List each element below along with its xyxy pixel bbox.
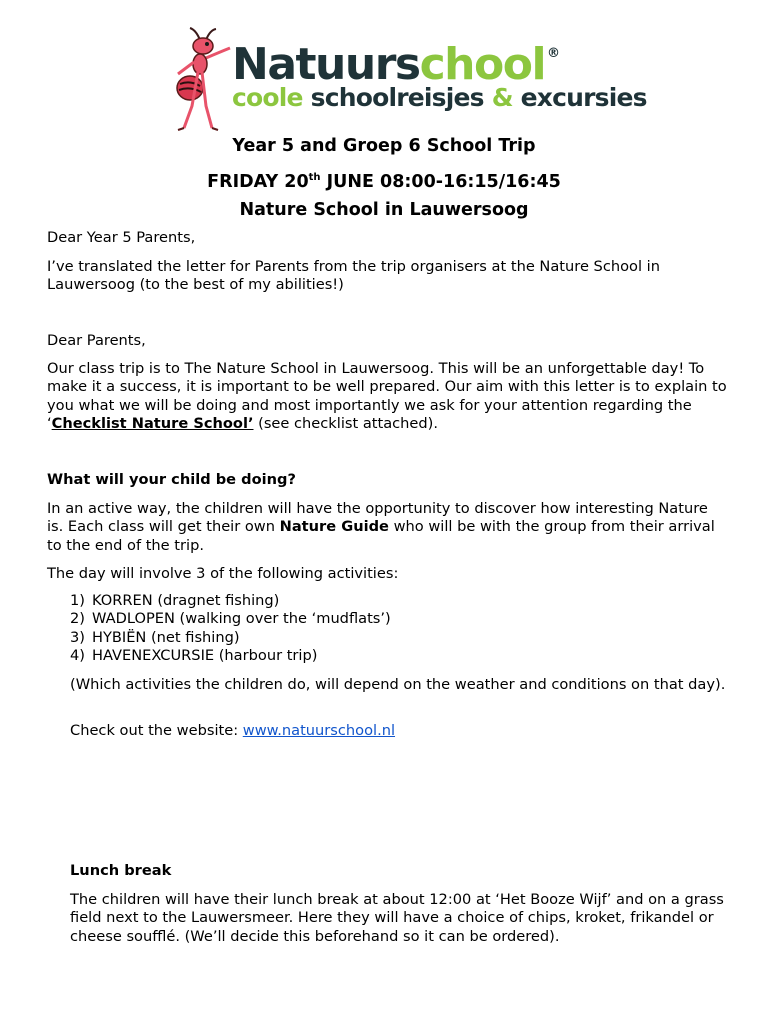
trip-date-suffix: th bbox=[308, 172, 321, 183]
list-item-number: 1) bbox=[70, 592, 85, 609]
list-item-number: 2) bbox=[70, 610, 85, 628]
letter-paragraph-end: (see checklist attached). bbox=[253, 414, 439, 432]
list-item-number: 4) bbox=[70, 646, 85, 664]
trip-title: Year 5 and Groep 6 School Trip bbox=[232, 136, 536, 156]
tagline-part-1: coole bbox=[232, 83, 303, 112]
trip-date-time: JUNE 08:00-16:15/16:45 bbox=[320, 172, 561, 192]
trip-location: Nature School in Lauwersoog bbox=[239, 200, 529, 220]
activities-note: (Which activities the children do, will depend on the weather and conditions on that day). bbox=[70, 676, 726, 693]
list-item-text: HYBIËN (net fishing) bbox=[92, 628, 240, 646]
list-item-number: 3) bbox=[70, 628, 85, 646]
activities-list bbox=[70, 592, 391, 665]
logo-name-green: chool bbox=[419, 39, 546, 90]
activities-intro: The day will involve 3 of the following activities: bbox=[47, 565, 399, 582]
letter-paragraph-text: Our class trip is to The Nature School in Lauwersoog. This will be an unforgettable day! To make it a success, it is important to be well prepared. Our aim with this letter is to explain to you what we will be doing and most importantly we ask for your attention regarding the ‘ bbox=[47, 360, 727, 432]
letter-paragraph bbox=[47, 360, 727, 433]
website-link[interactable]: www.natuurschool.nl bbox=[242, 722, 396, 739]
lunch-heading: Lunch break bbox=[70, 862, 172, 879]
list-item bbox=[70, 647, 391, 665]
activities-paragraph-end: who will be with the group from their arrival to the end of the trip. bbox=[47, 518, 715, 554]
list-item bbox=[70, 610, 391, 628]
tagline-part-2: schoolreisjes bbox=[310, 83, 484, 112]
list-item-text: KORREN (dragnet fishing) bbox=[92, 592, 280, 609]
red-ant-mascot-icon bbox=[170, 26, 232, 132]
list-item-text: WADLOPEN (walking over the ‘mudflats’) bbox=[92, 610, 391, 628]
tagline-ampersand: & bbox=[491, 83, 513, 112]
lunch-text: The children will have their lunch break at about 12:00 at ‘Het Booze Wijf’ and on a grass field next to the Lauwersmeer. Here they will have a choice of chips, kroket, frikandel or cheese soufflé. (We’ll decide this beforehand so it can be ordered). bbox=[70, 891, 724, 945]
activities-paragraph-text: In an active way, the children will have the opportunity to discover how interesting Nature is. Each class will get their own bbox=[47, 500, 708, 536]
website-label: Check out the website: bbox=[70, 722, 243, 739]
nature-guide-term: Nature Guide bbox=[279, 518, 389, 536]
website-line bbox=[70, 722, 730, 740]
intro-text: I’ve translated the letter for Parents from the trip organisers at the Nature School in Lauwersoog (to the best of my abilities!) bbox=[47, 258, 660, 294]
natuurschool-logo bbox=[170, 26, 647, 134]
tagline-part-3: excursies bbox=[520, 83, 647, 112]
activities-paragraph bbox=[47, 500, 727, 555]
list-item bbox=[70, 592, 391, 610]
logo-tagline bbox=[232, 82, 647, 114]
list-item-text: HAVENEXCURSIE (harbour trip) bbox=[92, 646, 318, 664]
logo-name-dark: Natuurs bbox=[232, 39, 420, 90]
registered-mark: ® bbox=[547, 46, 559, 61]
trip-date-day: FRIDAY 20 bbox=[207, 172, 309, 192]
checklist-reference: Checklist Nature School’ bbox=[51, 414, 254, 432]
trip-date bbox=[0, 167, 768, 193]
letter-greeting: Dear Parents, bbox=[47, 332, 146, 349]
list-item bbox=[70, 629, 391, 647]
intro-greeting: Dear Year 5 Parents, bbox=[47, 229, 196, 246]
activities-heading: What will your child be doing? bbox=[47, 471, 296, 488]
